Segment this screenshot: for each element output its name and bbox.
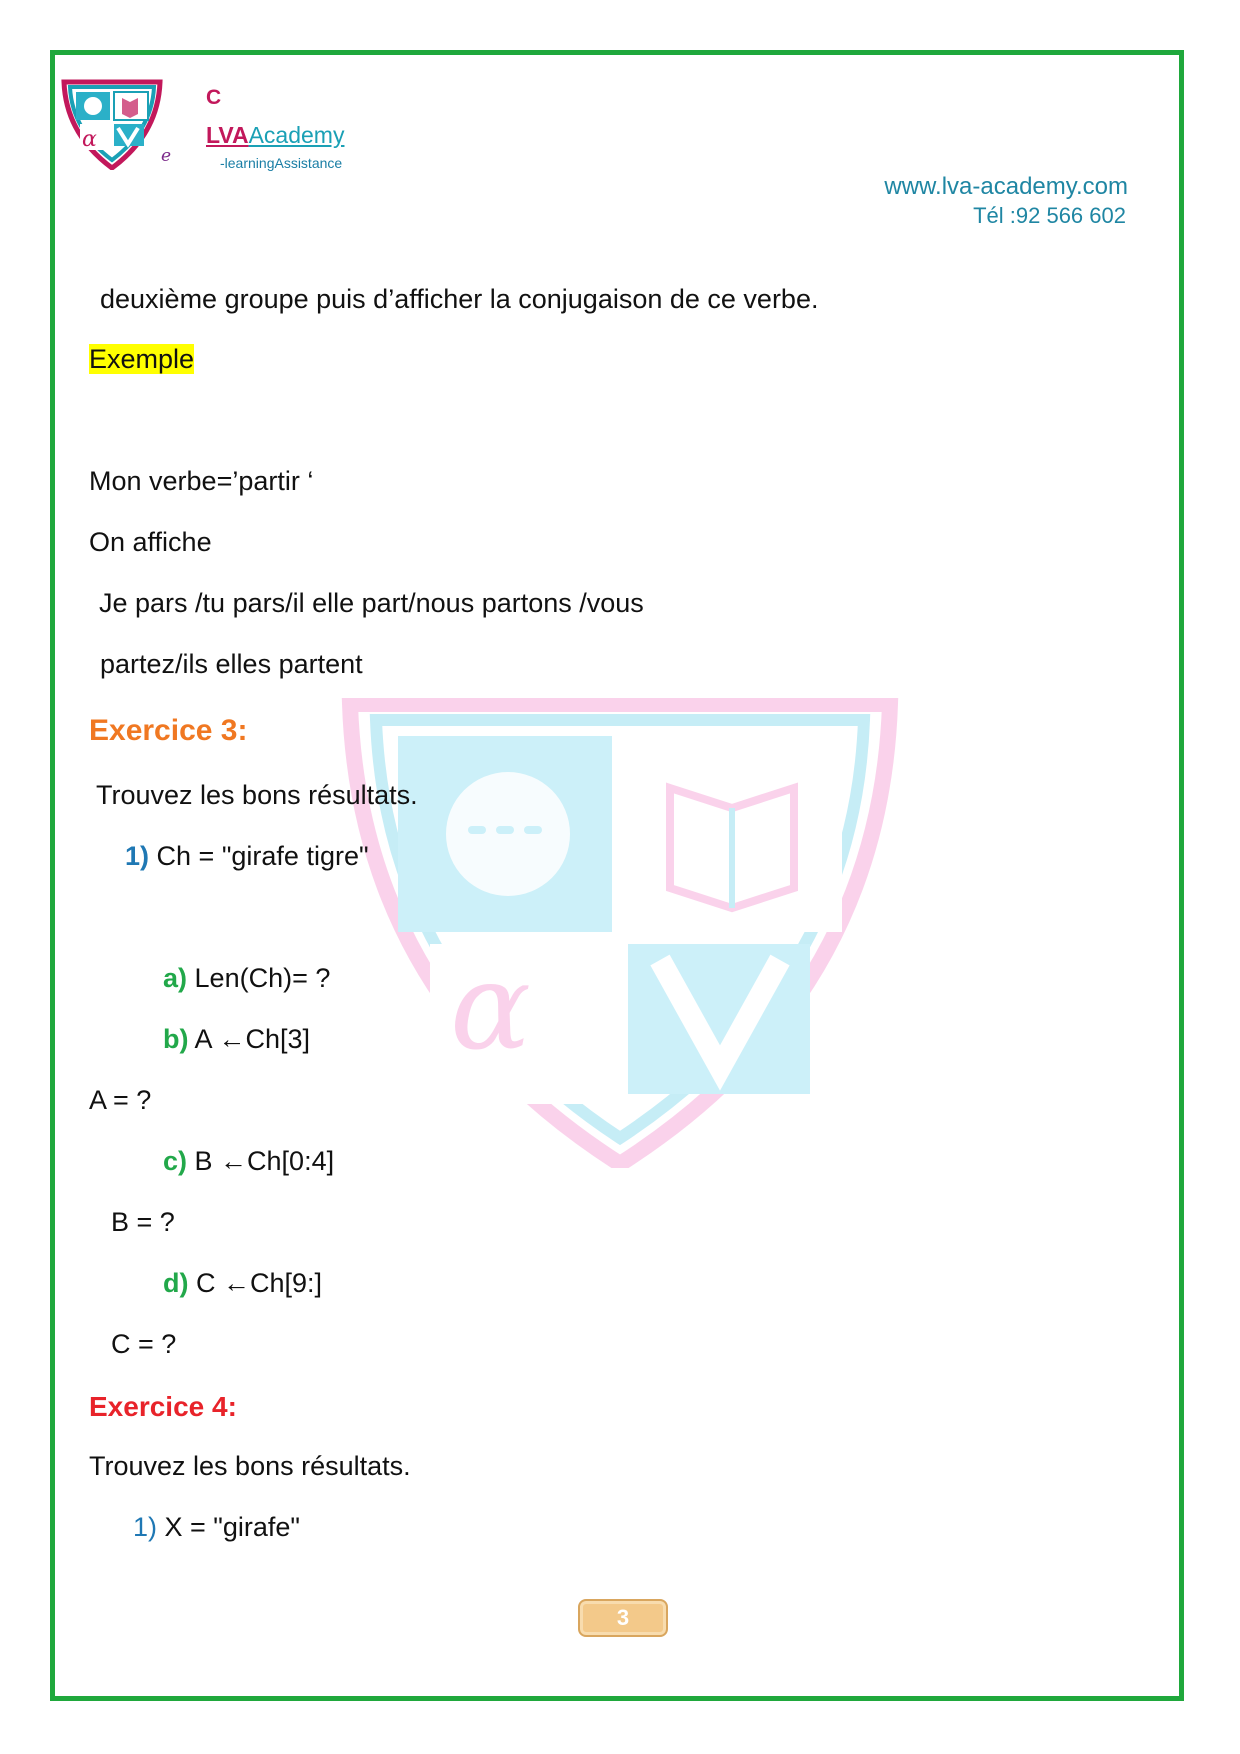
- exercice-4-title: Exercice 4:: [89, 1391, 237, 1422]
- exercice-4-item-1: [133, 1512, 300, 1543]
- item-number: 1): [125, 841, 150, 871]
- exemple-highlight: Exemple: [89, 344, 195, 374]
- brand-lva: LVA: [206, 122, 249, 148]
- sub-text: C ←Ch[9:]: [196, 1268, 323, 1298]
- on-affiche-line: On affiche: [89, 527, 212, 557]
- exercice-3-sub-a: [163, 963, 330, 994]
- page-number-badge: 3: [578, 1599, 668, 1637]
- item-text: Ch = "girafe tigre": [156, 841, 369, 871]
- verbe-line: Mon verbe=’partir ‘: [89, 466, 314, 496]
- brand-academy: Academy: [248, 122, 345, 148]
- brand-letter: C: [206, 86, 222, 109]
- exercice-3-title: Exercice 3:: [89, 714, 248, 747]
- logo-e-letter: e: [161, 146, 172, 166]
- item-text: X = "girafe": [164, 1512, 301, 1542]
- exercice-3-sub-c: [163, 1146, 334, 1177]
- exercice-3-sub-d: [163, 1268, 322, 1299]
- svg-text:α: α: [450, 938, 532, 1077]
- phone-number: Tél :92 566 602: [973, 203, 1126, 228]
- svg-text:α: α: [82, 127, 97, 152]
- brand-tagline: -learningAssistance: [220, 155, 343, 171]
- answer-b: B = ?: [111, 1207, 175, 1237]
- item-number: 1): [133, 1512, 158, 1542]
- sub-label: c): [163, 1146, 188, 1176]
- sub-text: Len(Ch)= ?: [194, 963, 331, 993]
- exemple-heading: [89, 344, 194, 375]
- website-link[interactable]: www.lva-academy.com: [884, 173, 1128, 200]
- brand-name: [206, 122, 344, 149]
- conjugation-line-1: Je pars /tu pars/il elle part/nous partons /vous: [99, 588, 644, 618]
- sub-text: A ←Ch[3]: [194, 1024, 311, 1054]
- logo-watermark: [340, 698, 900, 1168]
- conjugation-line-2: partez/ils elles partent: [100, 649, 363, 679]
- intro-line: deuxième groupe puis d’afficher la conjugaison de ce verbe.: [100, 284, 819, 314]
- exercice-3-item-1: [125, 841, 369, 872]
- sub-text: B ←Ch[0:4]: [194, 1146, 335, 1176]
- exercice-4-instruction: Trouvez les bons résultats.: [89, 1451, 411, 1481]
- exercice-3-instruction: Trouvez les bons résultats.: [96, 780, 418, 810]
- sub-label: b): [163, 1024, 189, 1054]
- academy-logo: [58, 78, 166, 170]
- sub-label: a): [163, 963, 188, 993]
- sub-label: d): [163, 1268, 189, 1298]
- exercice-3-sub-b: [163, 1024, 310, 1055]
- answer-c: C = ?: [111, 1329, 177, 1359]
- answer-a: A = ?: [89, 1085, 152, 1115]
